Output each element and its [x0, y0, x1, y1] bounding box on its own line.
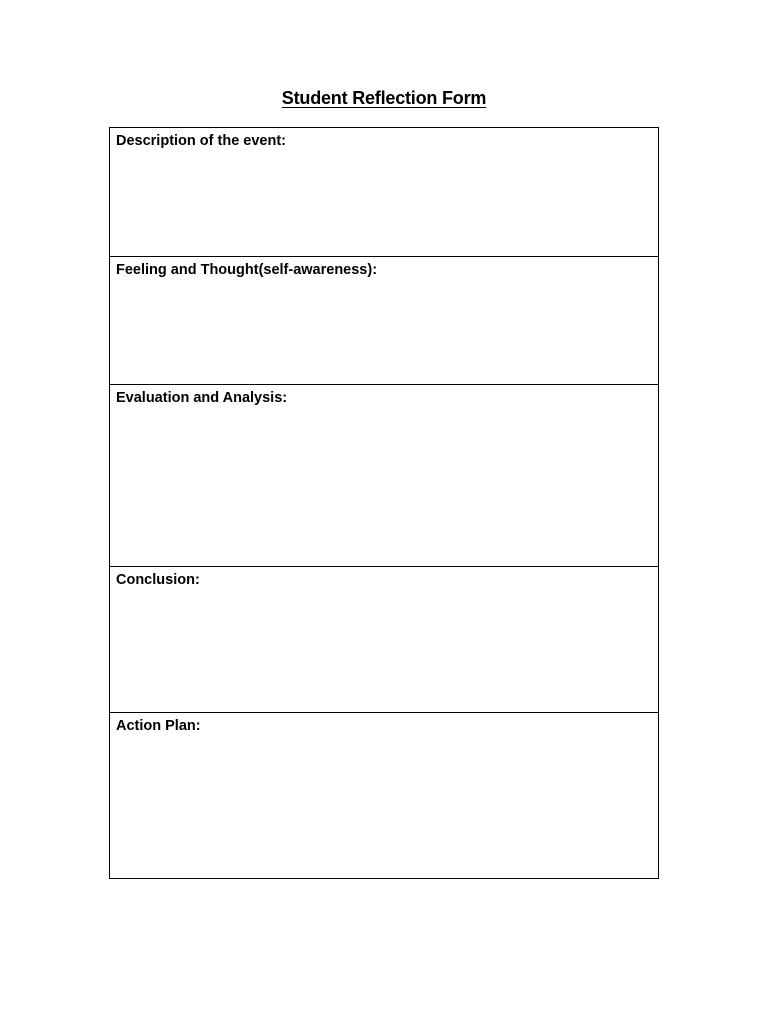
form-title: Student Reflection Form [281, 88, 487, 108]
action-plan-label: Action Plan: [116, 718, 201, 734]
description-label: Description of the event: [116, 133, 286, 149]
description-section[interactable] [110, 128, 658, 256]
evaluation-analysis-label: Evaluation and Analysis: [116, 390, 288, 406]
reflection-form-table [109, 127, 659, 879]
conclusion-label: Conclusion: [116, 572, 200, 588]
feeling-thought-section[interactable] [110, 256, 658, 384]
conclusion-section[interactable] [110, 566, 658, 712]
evaluation-analysis-section[interactable] [110, 384, 658, 566]
feeling-thought-label: Feeling and Thought(self-awareness): [116, 262, 378, 278]
action-plan-section[interactable] [110, 712, 658, 878]
